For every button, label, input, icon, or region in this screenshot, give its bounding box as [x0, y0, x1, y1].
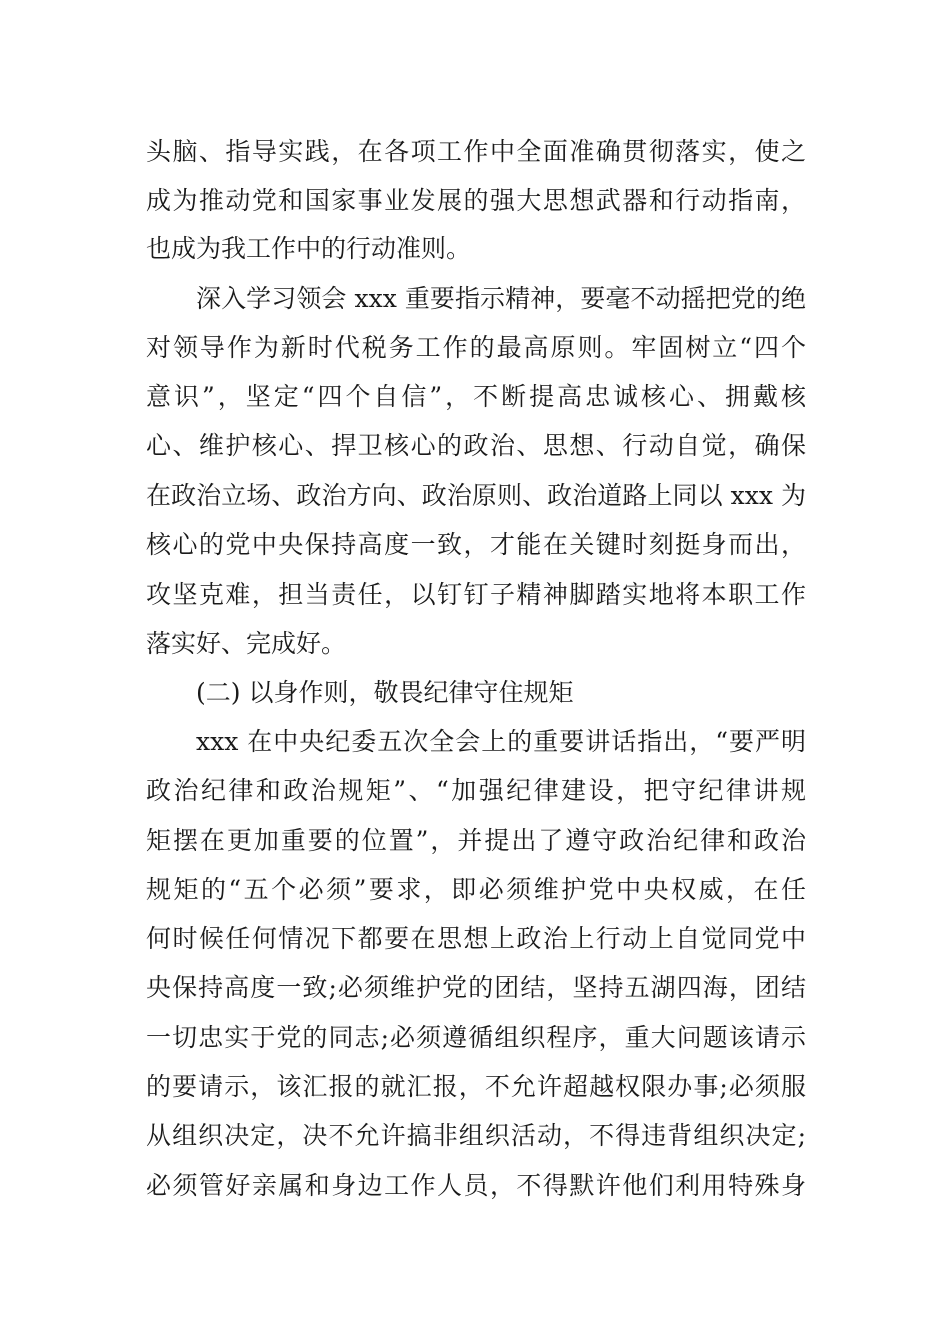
body-line: 何时候任何情况下都要在思想上政治上行动上自觉同党中: [146, 924, 806, 953]
body-line: 成为推动党和国家事业发展的强大思想武器和行动指南，: [146, 186, 806, 215]
body-line: 一切忠实于党的同志;必须遵循组织程序，重大问题该请示: [146, 1023, 806, 1052]
body-line: 意识”，坚定“四个自信”，不断提高忠诚核心、拥戴核: [146, 382, 806, 411]
body-line: 必须管好亲属和身边工作人员，不得默许他们利用特殊身: [146, 1171, 806, 1200]
paragraph-first-line: 深入学习领会 xxx 重要指示精神，要毫不动摇把党的绝: [196, 284, 806, 313]
section-heading: (二) 以身作则，敬畏纪律守住规矩: [196, 678, 574, 707]
body-line: 从组织决定，决不允许搞非组织活动，不得违背组织决定;: [146, 1121, 806, 1150]
body-line: 头脑、指导实践，在各项工作中全面准确贯彻落实，使之: [146, 137, 806, 166]
body-line: 攻坚克难，担当责任，以钉钉子精神脚踏实地将本职工作: [146, 580, 806, 609]
body-line: 心、维护核心、捍卫核心的政治、思想、行动自觉，确保: [146, 431, 806, 460]
paragraph-first-line: xxx 在中央纪委五次全会上的重要讲话指出，“要严明: [196, 727, 806, 756]
body-line: 对领导作为新时代税务工作的最高原则。牢固树立“四个: [146, 333, 806, 362]
body-line: 矩摆在更加重要的位置”，并提出了遵守政治纪律和政治: [146, 826, 806, 855]
body-line: 政治纪律和政治规矩”、“加强纪律建设，把守纪律讲规: [146, 776, 806, 805]
body-line: 的要请示，该汇报的就汇报，不允许超越权限办事;必须服: [146, 1072, 806, 1101]
body-line: 央保持高度一致;必须维护党的团结，坚持五湖四海，团结: [146, 973, 806, 1002]
body-line: 也成为我工作中的行动准则。: [146, 234, 472, 263]
body-line: 在政治立场、政治方向、政治原则、政治道路上同以 xxx 为: [146, 481, 806, 510]
body-line: 核心的党中央保持高度一致，才能在关键时刻挺身而出，: [146, 530, 806, 559]
body-line: 落实好、完成好。: [146, 629, 347, 658]
body-line: 规矩的“五个必须”要求，即必须维护党中央权威，在任: [146, 875, 806, 904]
